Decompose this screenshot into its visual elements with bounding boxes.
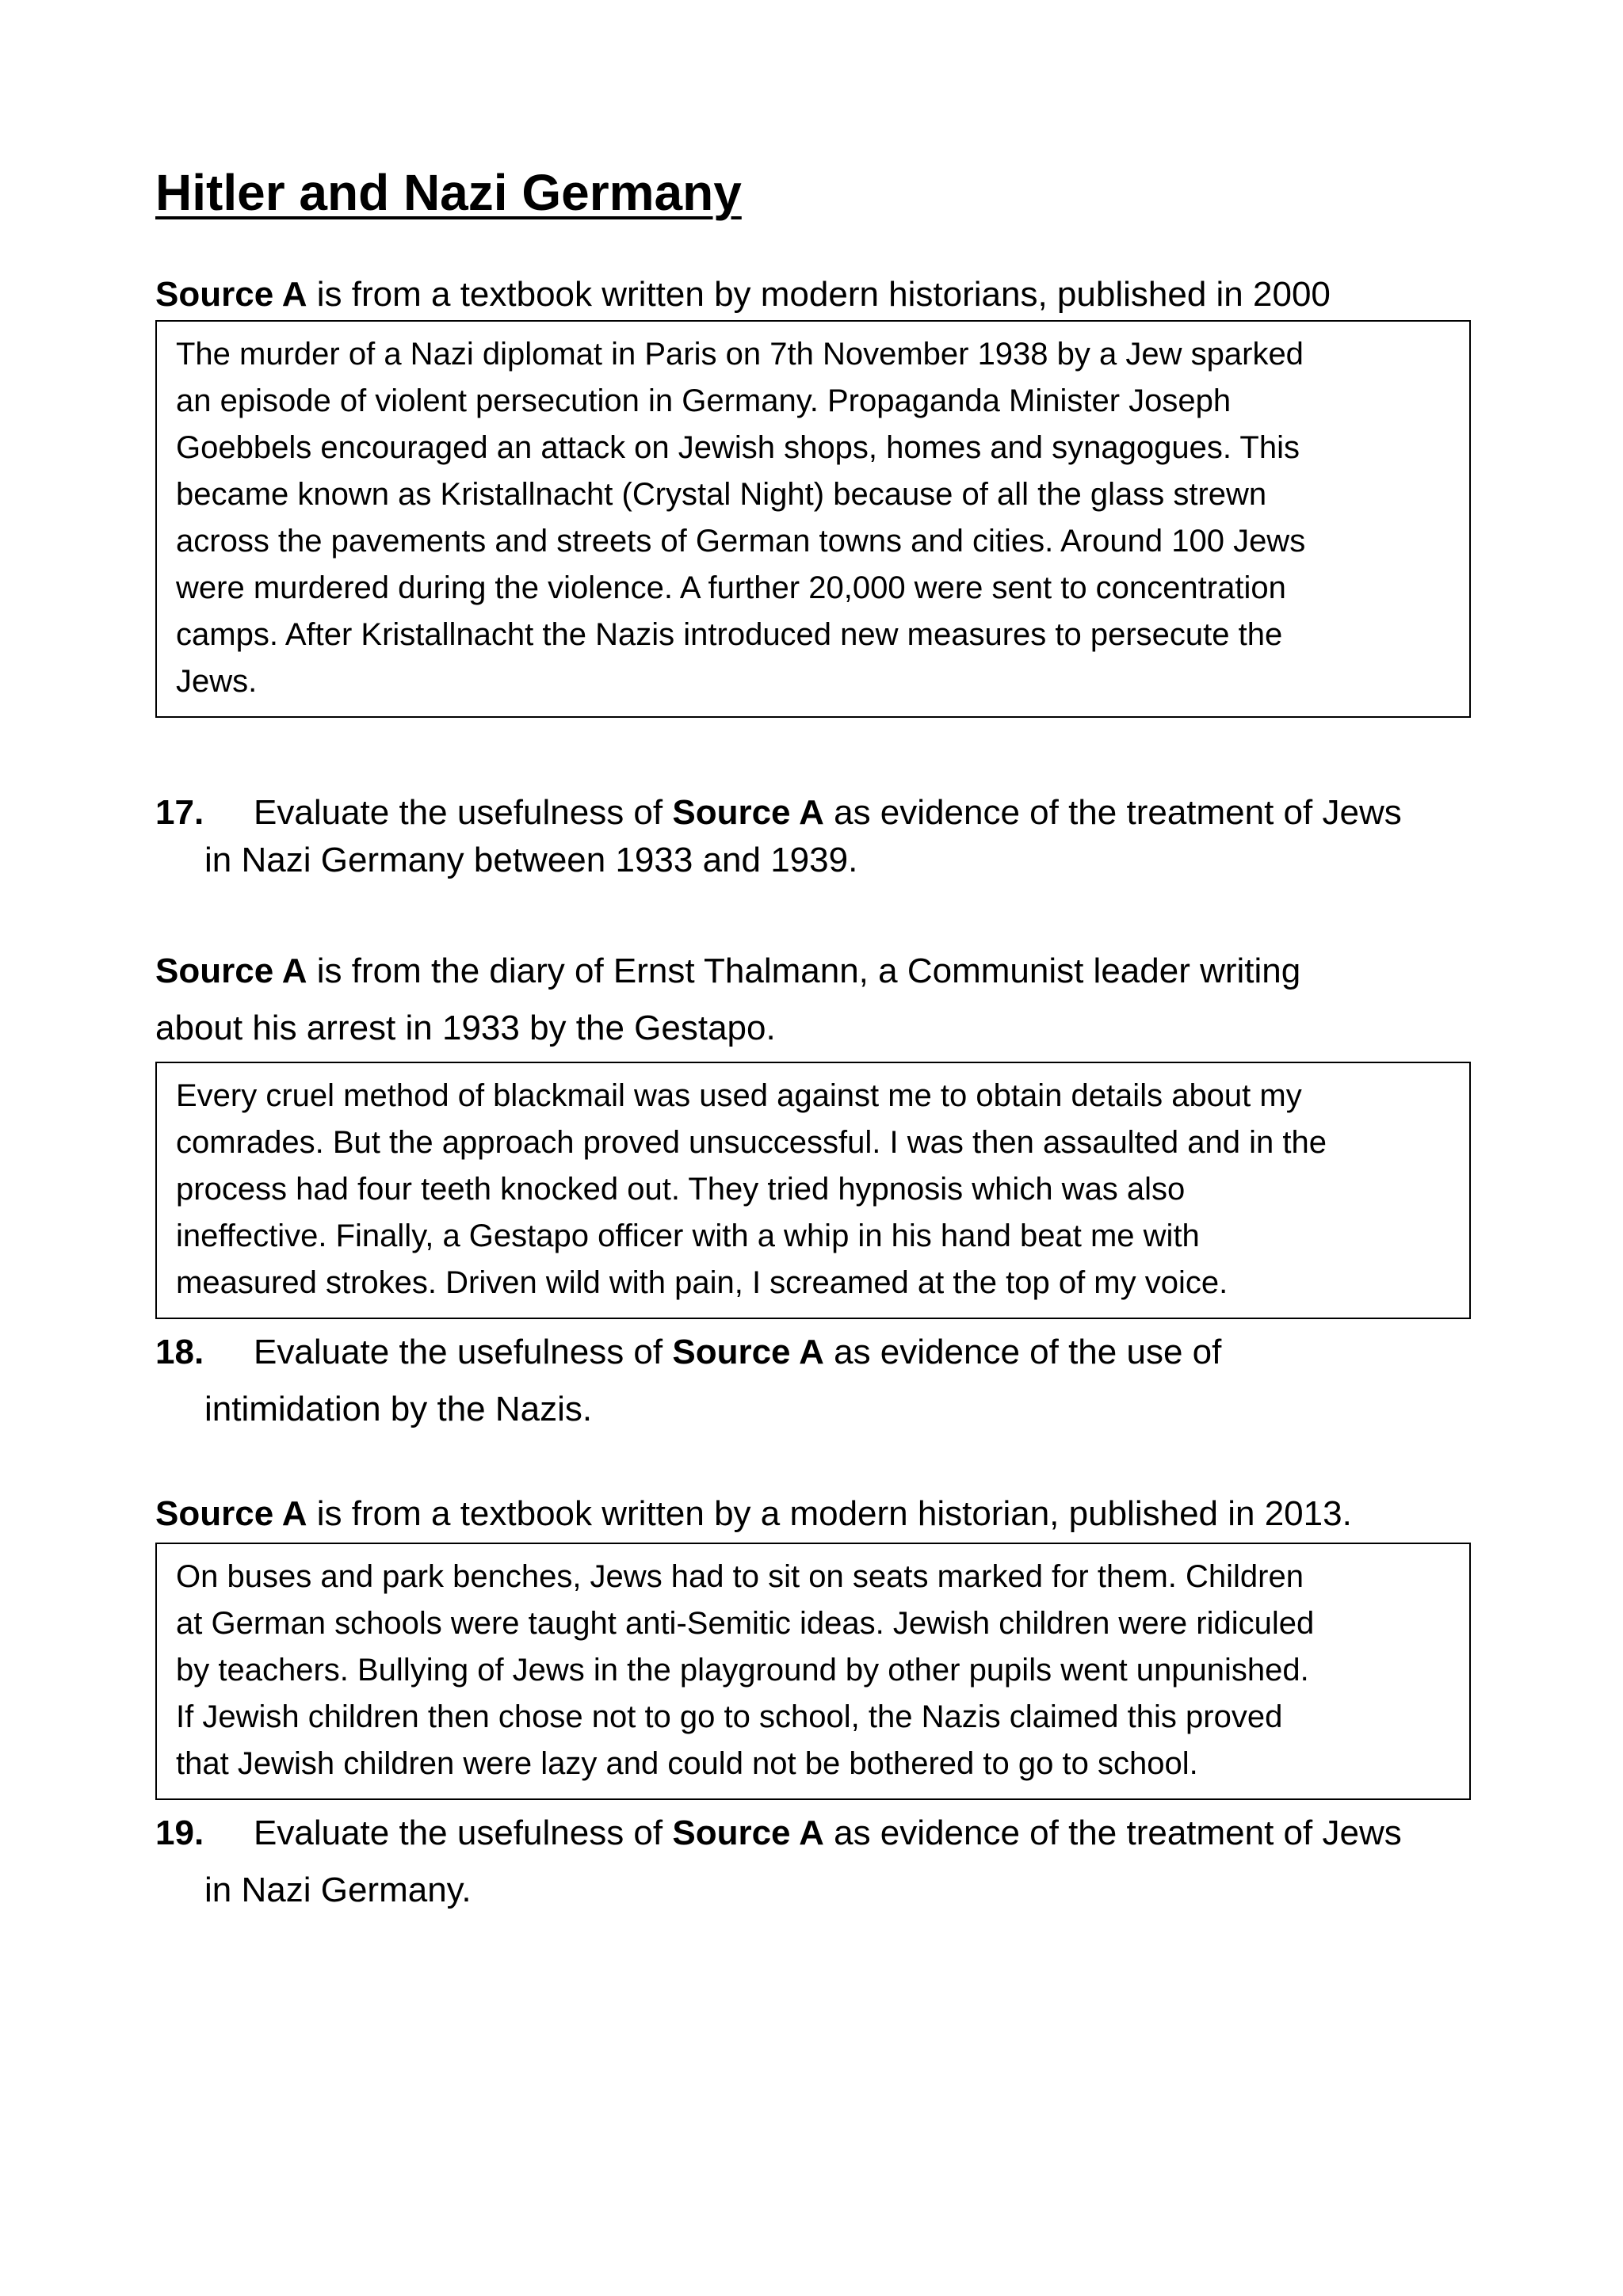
source-label: Source A bbox=[672, 1814, 824, 1852]
source-label: Source A bbox=[672, 1333, 824, 1371]
question-number: 18. bbox=[155, 1333, 204, 1371]
source-label: Source A bbox=[155, 275, 307, 314]
source-intro-3 bbox=[155, 1486, 1487, 1543]
source-box-1: The murder of a Nazi diplomat in Paris on 7th November 1938 by a Jew sparked an episode of violent persecution in Germany. Propaganda Minister Joseph Goebbels encouraged an attack on Jewish shops, homes and synagogues. This became known as Kristallnacht (Crystal Night) because of all the glass strewn across the pavements and streets of German towns and cities. Around 100 Jews were murdered during the violence. A further 20,000 were sent to concentration camps. After Kristallnacht the Nazis introduced new measures to persecute the Jews. bbox=[155, 320, 1471, 718]
question-number: 17. bbox=[155, 793, 204, 832]
page-title: Hitler and Nazi Germany bbox=[155, 164, 742, 221]
question-line2: intimidation by the Nazis. bbox=[204, 1390, 593, 1428]
source-intro-text: is from a textbook written by modern historians, published in 2000 bbox=[307, 275, 1331, 314]
worksheet-page bbox=[155, 158, 1487, 1919]
source-intro-text: is from the diary of Ernst Thalmann, a Communist leader writing bbox=[307, 952, 1301, 990]
source-intro-line2: about his arrest in 1933 by the Gestapo. bbox=[155, 1009, 776, 1047]
source-box-3: On buses and park benches, Jews had to sit on seats marked for them. Children at German schools were taught anti-Semitic ideas. Jewish children were ridiculed by teachers. Bullying of Jews in the playground by other pupils went unpunished. If Jewish children then chose not to go to school, the Nazis claimed this proved that Jewish children were lazy and could not be bothered to go to school. bbox=[155, 1543, 1471, 1800]
question-line2: in Nazi Germany between 1933 and 1939. bbox=[204, 841, 858, 879]
question-19: 19. Evaluate the usefulness of Source A as evidence of the treatment of Jews in Nazi Germany. bbox=[155, 1805, 1487, 1919]
source-label: Source A bbox=[672, 793, 824, 832]
question-number: 19. bbox=[155, 1814, 204, 1852]
question-17: 17. Evaluate the usefulness of Source A as evidence of the treatment of Jews in Nazi Germany between 1933 and 1939. bbox=[155, 784, 1487, 889]
source-label: Source A bbox=[155, 952, 307, 990]
source-intro-1 bbox=[155, 266, 1487, 323]
question-line2: in Nazi Germany. bbox=[204, 1871, 472, 1909]
source-label: Source A bbox=[155, 1494, 307, 1533]
source-intro-2 bbox=[155, 943, 1487, 1057]
question-18: 18. Evaluate the usefulness of Source A as evidence of the use of intimidation by the Nazis. bbox=[155, 1324, 1487, 1438]
source-intro-text: is from a textbook written by a modern historian, published in 2013. bbox=[307, 1494, 1352, 1533]
source-box-2: Every cruel method of blackmail was used against me to obtain details about my comrades. But the approach proved unsuccessful. I was then assaulted and in the process had four teeth knocked out. They tried hypnosis which was also ineffective. Finally, a Gestapo officer with a whip in his hand beat me with measured strokes. Driven wild with pain, I screamed at the top of my voice. bbox=[155, 1062, 1471, 1319]
